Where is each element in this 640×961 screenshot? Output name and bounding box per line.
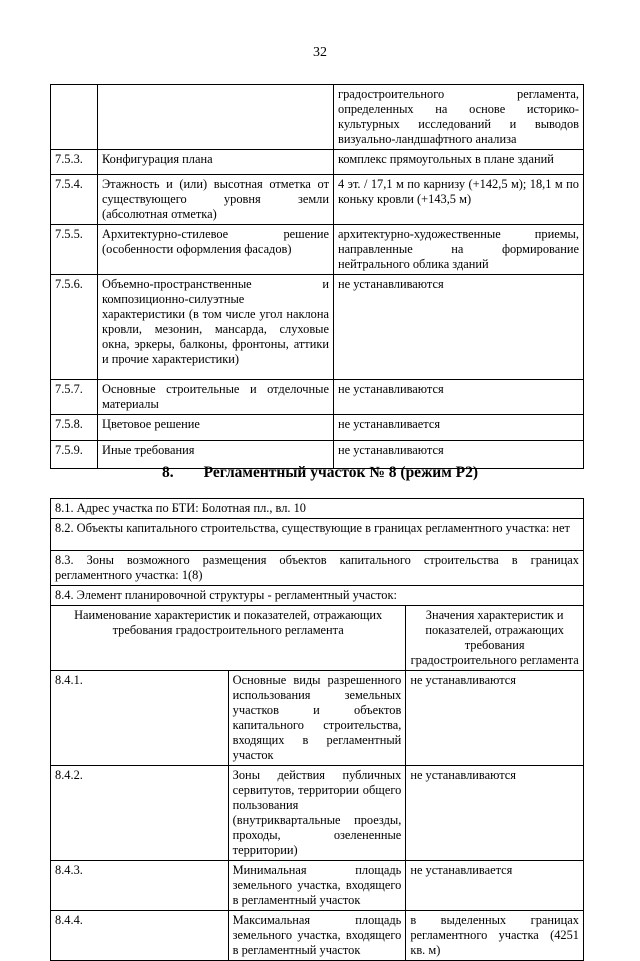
row-name: Основные виды разрешенного использования земельных участков и объектов капитального строительства, входящих в регламентный участок (228, 671, 406, 766)
row-value: в выделенных границах регламентного участка (4251 кв. м) (406, 911, 584, 961)
row-name: Конфигурация плана (98, 150, 334, 175)
row-value: градостроительного регламента, определенных на основе историко-культурных исследований и выводов визуально-ландшафтного анализа (334, 85, 584, 150)
row-value: не устанавливаются (334, 441, 584, 469)
row-number: 7.5.8. (51, 415, 98, 441)
table-row (51, 380, 584, 415)
table-row (51, 671, 584, 766)
table-row (51, 150, 584, 175)
row-number: 8.4.1. (51, 671, 229, 766)
row-number (51, 85, 98, 150)
table-row (51, 415, 584, 441)
planning-element: 8.4. Элемент планировочной структуры - регламентный участок: (51, 586, 584, 606)
table-row (51, 861, 584, 911)
row-value: не устанавливаются (406, 671, 584, 766)
header-characteristic-value: Значения характеристик и показателей, отражающих требования градостроительного регламента (406, 606, 584, 671)
info-row (51, 551, 584, 586)
row-number: 7.5.9. (51, 441, 98, 469)
row-number: 8.4.4. (51, 911, 229, 961)
row-number: 7.5.4. (51, 175, 98, 225)
row-name: Иные требования (98, 441, 334, 469)
row-number: 7.5.3. (51, 150, 98, 175)
table-row (51, 275, 584, 380)
row-number: 8.4.2. (51, 766, 229, 861)
requirements-table-7-5 (50, 84, 584, 469)
section-number: 8. (161, 464, 174, 481)
row-name: Основные строительные и отделочные материалы (98, 380, 334, 415)
plot-address: 8.1. Адрес участка по БТИ: Болотная пл., вл. 10 (51, 499, 584, 519)
row-number: 7.5.7. (51, 380, 98, 415)
row-name: Этажность и (или) высотная отметка от существующего уровня земли (абсолютная отметка) (98, 175, 334, 225)
row-name: Архитектурно-стилевое решение (особенности оформления фасадов) (98, 225, 334, 275)
row-value: не устанавливаются (334, 380, 584, 415)
table-row (51, 225, 584, 275)
info-row (51, 519, 584, 551)
row-name: Цветовое решение (98, 415, 334, 441)
row-name: Минимальная площадь земельного участка, входящего в регламентный участок (228, 861, 406, 911)
placement-zones: 8.3. Зоны возможного размещения объектов капитального строительства в границах регламентного участка: 1(8) (51, 551, 584, 586)
row-name: Максимальная площадь земельного участка, входящего в регламентный участок (228, 911, 406, 961)
info-row (51, 586, 584, 606)
row-name: Зоны действия публичных сервитутов, территории общего пользования (внутриквартальные проезды, проходы, озелененные территории) (228, 766, 406, 861)
row-number: 7.5.5. (51, 225, 98, 275)
table-row (51, 85, 584, 150)
row-value: архитектурно-художественные приемы, направленные на формирование нейтрального облика зданий (334, 225, 584, 275)
row-value: 4 эт. / 17,1 м по карнизу (+142,5 м); 18,1 м по коньку кровли (+143,5 м) (334, 175, 584, 225)
row-name: Объемно-пространственные и композиционно-силуэтные характеристики (в том числе угол наклона кровли, мезонин, мансарда, слуховые окна, эркеры, балконы, фронтоны, аттики и прочие характеристики) (98, 275, 334, 380)
table-header-row (51, 606, 584, 671)
existing-objects: 8.2. Объекты капитального строительства, существующие в границах регламентного участка: нет (51, 519, 584, 551)
section-title: Регламентный участок № 8 (режим Р2) (203, 464, 479, 481)
row-number: 8.4.3. (51, 861, 229, 911)
row-value: не устанавливаются (334, 275, 584, 380)
table-row (51, 175, 584, 225)
regulatory-plot-table (50, 498, 584, 961)
section-heading (0, 464, 640, 482)
row-value: комплекс прямоугольных в плане зданий (334, 150, 584, 175)
info-row (51, 499, 584, 519)
header-characteristic-name: Наименование характеристик и показателей, отражающих требования градостроительного регламента (51, 606, 406, 671)
table-row (51, 766, 584, 861)
table-row (51, 911, 584, 961)
row-value: не устанавливается (406, 861, 584, 911)
row-name (98, 85, 334, 150)
page-number: 32 (313, 45, 327, 60)
row-number: 7.5.6. (51, 275, 98, 380)
row-value: не устанавливается (334, 415, 584, 441)
row-value: не устанавливаются (406, 766, 584, 861)
